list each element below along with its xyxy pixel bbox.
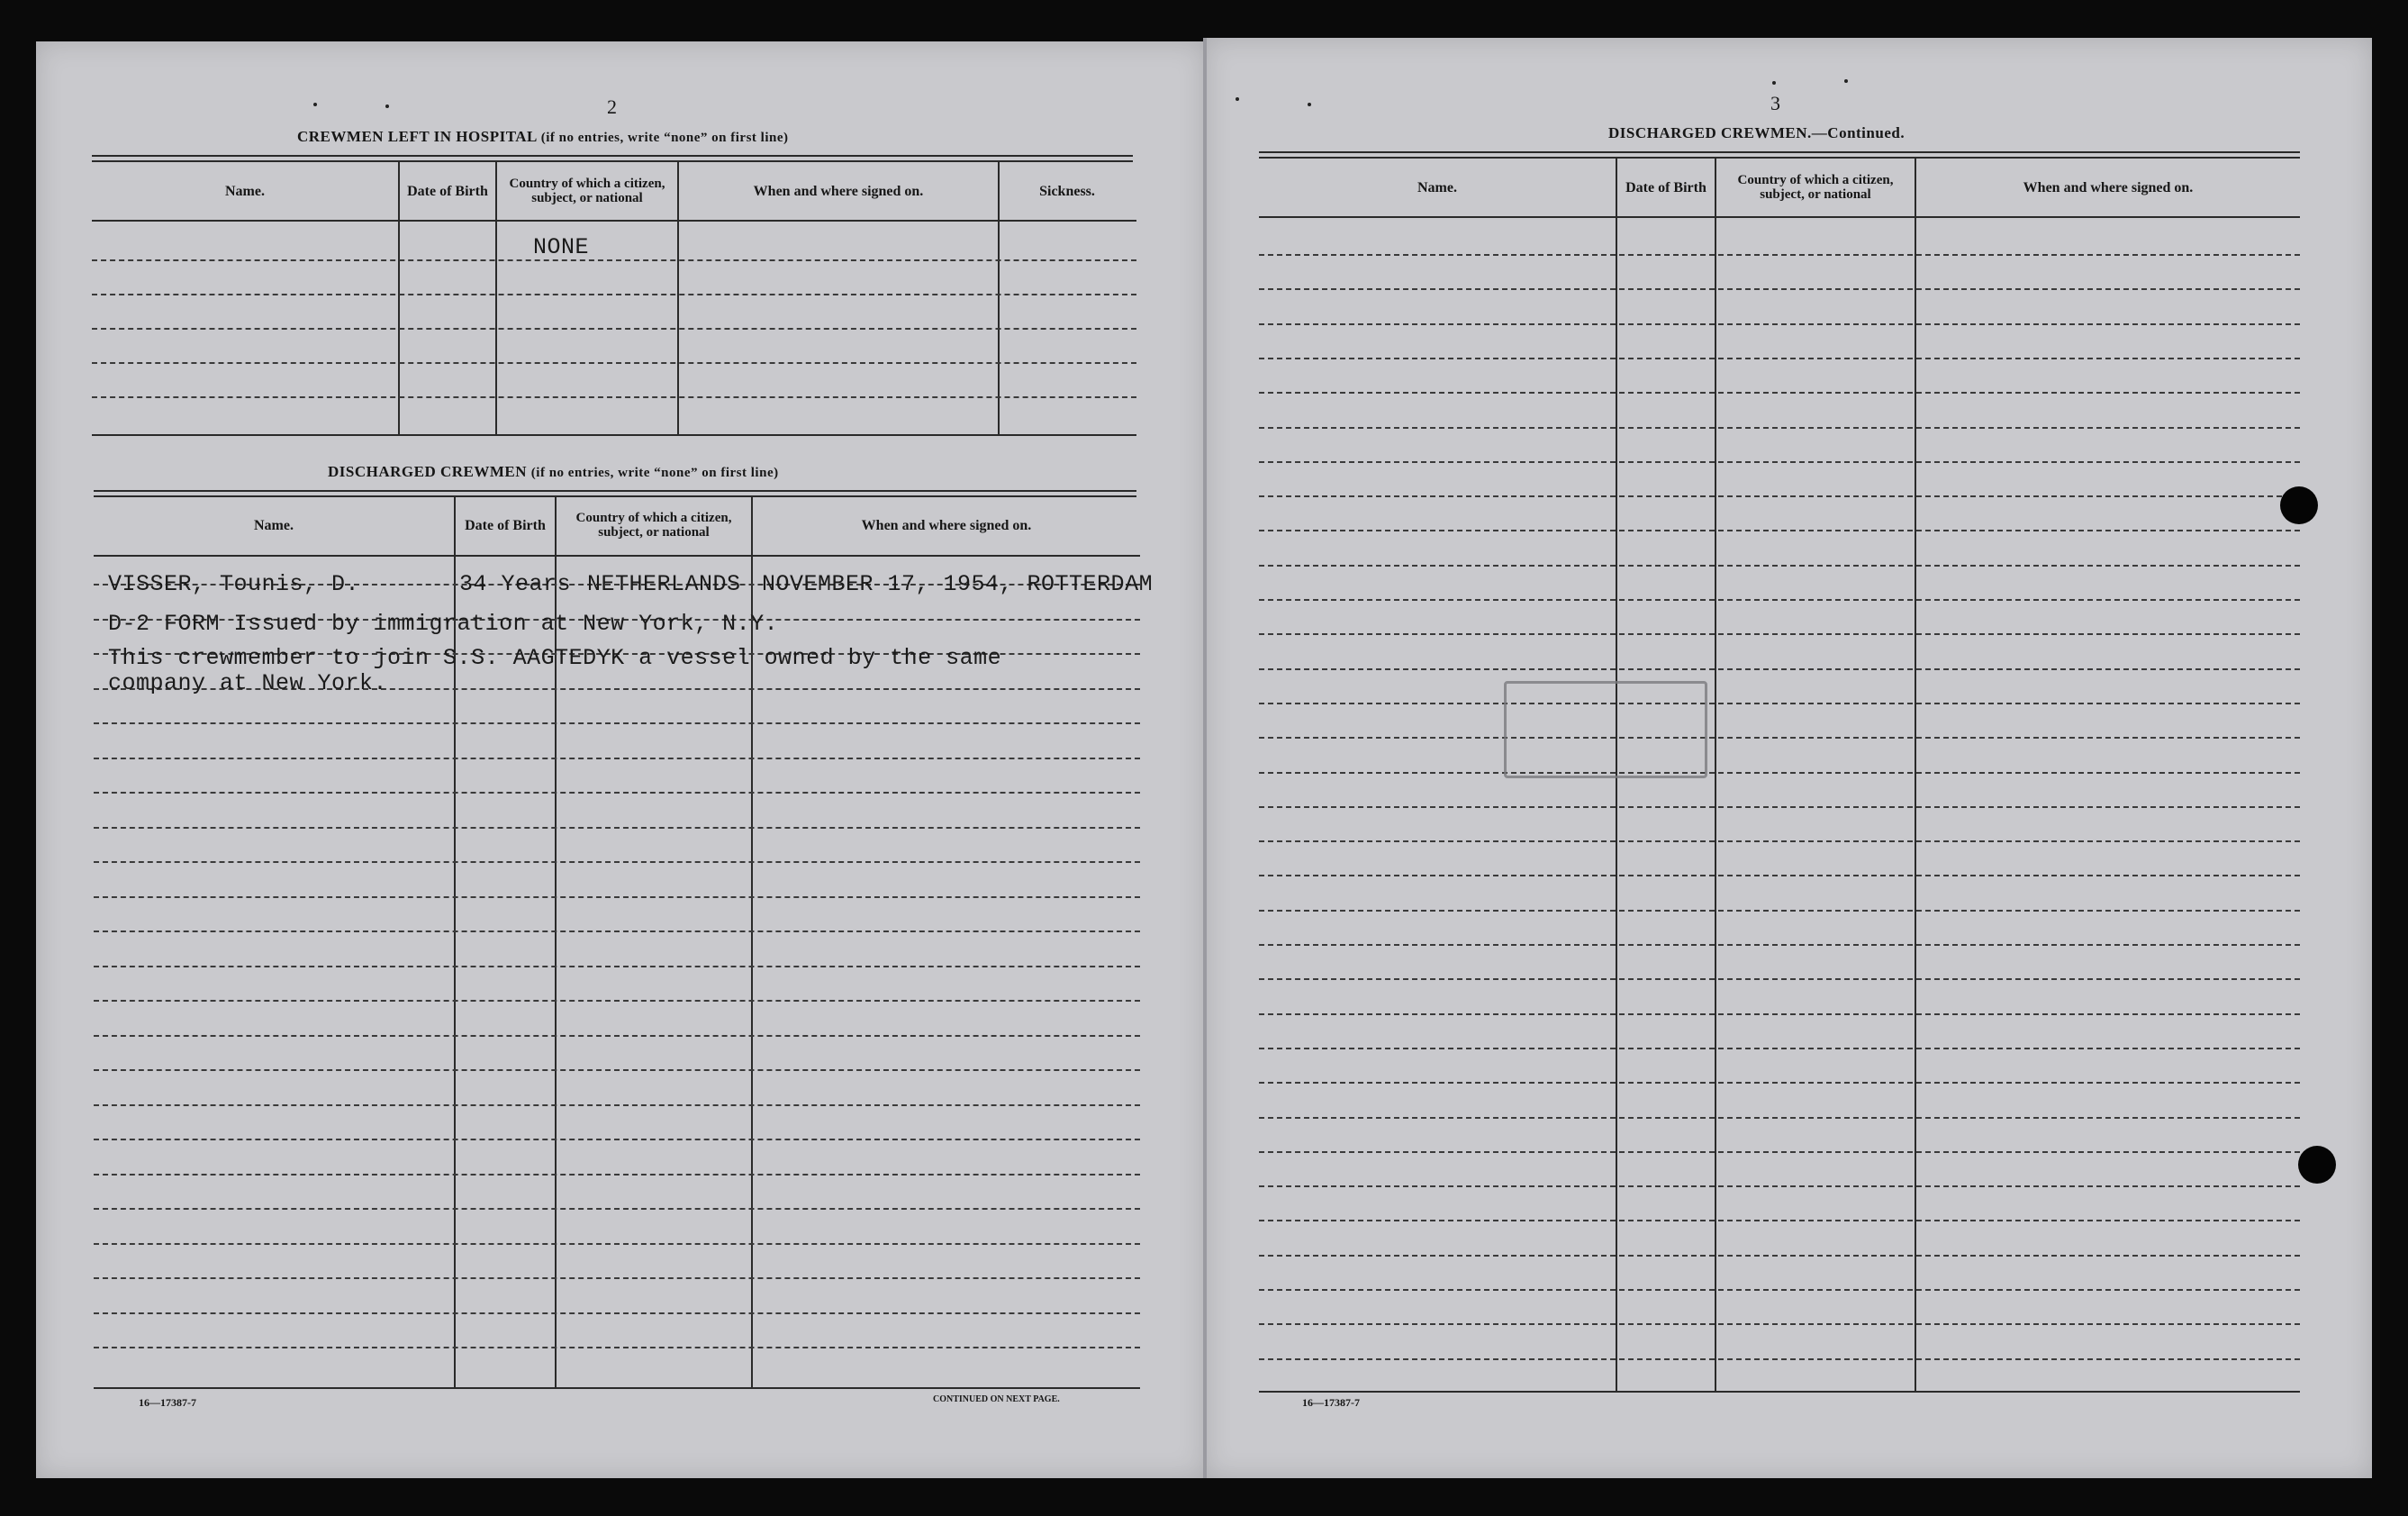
header-dob: Date of Birth	[1625, 179, 1706, 195]
header-separator	[94, 555, 1140, 557]
entry-line	[1259, 323, 2300, 325]
entry-line	[94, 1347, 1140, 1348]
entry-line	[94, 827, 1140, 829]
header-signed: When and where signed on.	[2023, 179, 2194, 195]
entry-line	[1259, 530, 2300, 531]
entry-line	[94, 930, 1140, 932]
speck	[1844, 79, 1848, 83]
entry-line	[94, 1139, 1140, 1140]
discharged-title-note: (if no entries, write “none” on first line)	[530, 466, 779, 480]
entry-line	[1259, 1220, 2300, 1221]
hospital-title-text: CREWMEN LEFT IN HOSPITAL	[297, 128, 537, 145]
punch-hole-top	[2280, 486, 2318, 524]
entry-line	[1259, 288, 2300, 290]
column-divider	[495, 162, 497, 434]
entry-line	[1259, 1048, 2300, 1049]
header-country: Country of which a citizen, subject, or national	[1737, 173, 1894, 202]
header-signed: When and where signed on.	[753, 183, 924, 199]
entry-line	[1259, 840, 2300, 842]
entry-line	[94, 1243, 1140, 1245]
form-number-left: 16—17387-7	[139, 1396, 196, 1409]
header-name: Name.	[254, 517, 294, 533]
entry-line	[92, 362, 1136, 364]
entry-line	[92, 294, 1136, 295]
header-dob: Date of Birth	[465, 517, 546, 533]
entry-line	[1259, 254, 2300, 256]
entry-line	[1259, 703, 2300, 704]
entry-line	[1259, 668, 2300, 670]
entry-line	[1259, 978, 2300, 980]
column-divider	[398, 162, 400, 434]
entry-line	[94, 966, 1140, 967]
entry-line	[1259, 737, 2300, 739]
entry-line	[1259, 1185, 2300, 1187]
table-bottom-rule	[1259, 1391, 2300, 1393]
entry-line	[1259, 358, 2300, 359]
entry-line	[92, 259, 1136, 261]
form-number-right: 16—17387-7	[1302, 1396, 1360, 1409]
header-sickness: Sickness.	[1039, 183, 1095, 199]
remark-line-2: This crewmember to join S.S. AAGTEDYK a vessel owned by the same	[108, 645, 1002, 671]
right-discharged-table	[1259, 159, 2300, 1393]
entry-line	[94, 1035, 1140, 1037]
entry-line	[1259, 1255, 2300, 1257]
column-divider	[998, 162, 1000, 434]
header-name: Name.	[1417, 179, 1457, 195]
entry-line	[1259, 910, 2300, 912]
header-separator	[1259, 216, 2300, 218]
entry-line	[1259, 495, 2300, 497]
column-divider	[1915, 159, 1916, 1393]
page-number-left: 2	[607, 95, 617, 118]
entry-country: NETHERLANDS	[587, 571, 741, 597]
table-bottom-rule	[94, 1387, 1140, 1389]
entry-line	[94, 1000, 1140, 1002]
table-bottom-rule	[92, 434, 1136, 436]
speck	[1772, 81, 1776, 85]
entry-line	[94, 1104, 1140, 1106]
entry-line	[1259, 633, 2300, 635]
speck	[1308, 103, 1311, 106]
header-signed: When and where signed on.	[861, 517, 1032, 533]
entry-line	[1259, 944, 2300, 946]
remark-line-1: D-2 FORM Issued by immigration at New York, N.Y.	[108, 611, 779, 637]
column-divider	[1715, 159, 1716, 1393]
hospital-title-note: (if no entries, write “none” on first line)	[540, 131, 789, 145]
entry-line	[94, 1069, 1140, 1071]
entry-line	[92, 328, 1136, 330]
page-number-right: 3	[1770, 92, 1780, 114]
header-dob: Date of Birth	[407, 183, 488, 199]
hospital-entry-none: NONE	[533, 234, 590, 260]
entry-line	[94, 792, 1140, 794]
speck	[313, 103, 317, 106]
entry-line	[1259, 1289, 2300, 1291]
entry-line	[1259, 1151, 2300, 1153]
page-fold	[1203, 38, 1207, 1478]
hospital-top-rule	[92, 155, 1133, 157]
entry-line	[1259, 1082, 2300, 1084]
entry-line	[94, 1208, 1140, 1210]
hospital-table	[92, 162, 1136, 438]
entry-line	[1259, 461, 2300, 463]
entry-line	[1259, 565, 2300, 567]
entry-line	[1259, 1323, 2300, 1325]
entry-line	[1259, 392, 2300, 394]
entry-line	[1259, 875, 2300, 876]
faded-stamp	[1504, 681, 1707, 778]
entry-line	[94, 722, 1140, 724]
entry-line	[94, 861, 1140, 863]
speck	[385, 104, 389, 108]
entry-name: VISSER, Tounis, D.	[108, 571, 360, 597]
entry-line	[1259, 806, 2300, 808]
header-separator	[92, 220, 1136, 222]
discharged-section-title	[328, 463, 779, 481]
continued-note: CONTINUED ON NEXT PAGE.	[933, 1394, 1060, 1404]
entry-line	[94, 1277, 1140, 1279]
header-name: Name.	[225, 183, 265, 199]
entry-line	[1259, 772, 2300, 774]
entry-line	[1259, 1358, 2300, 1360]
entry-line	[1259, 599, 2300, 601]
entry-line	[92, 396, 1136, 398]
entry-line	[94, 1312, 1140, 1314]
hospital-section-title	[297, 128, 789, 146]
column-divider	[677, 162, 679, 434]
header-country: Country of which a citizen, subject, or national	[509, 177, 665, 205]
punch-hole-bottom	[2298, 1146, 2336, 1184]
header-country: Country of which a citizen, subject, or national	[575, 511, 732, 540]
entry-signed-on: NOVEMBER 17, 1954, ROTTERDAM	[762, 571, 1154, 597]
entry-line	[94, 896, 1140, 898]
discharged-top-rule	[94, 490, 1136, 492]
entry-line	[94, 1174, 1140, 1176]
speck	[1236, 97, 1239, 101]
entry-line	[1259, 427, 2300, 429]
discharged-title-text: DISCHARGED CREWMEN	[328, 463, 528, 480]
entry-line	[1259, 1117, 2300, 1119]
right-section-title: DISCHARGED CREWMEN.—Continued.	[1608, 124, 1906, 141]
entry-line	[1259, 1013, 2300, 1015]
remark-line-3: company at New York.	[108, 670, 388, 696]
entry-line	[94, 758, 1140, 759]
right-top-rule	[1259, 151, 2300, 153]
entry-dob: 34 Years	[459, 571, 572, 597]
